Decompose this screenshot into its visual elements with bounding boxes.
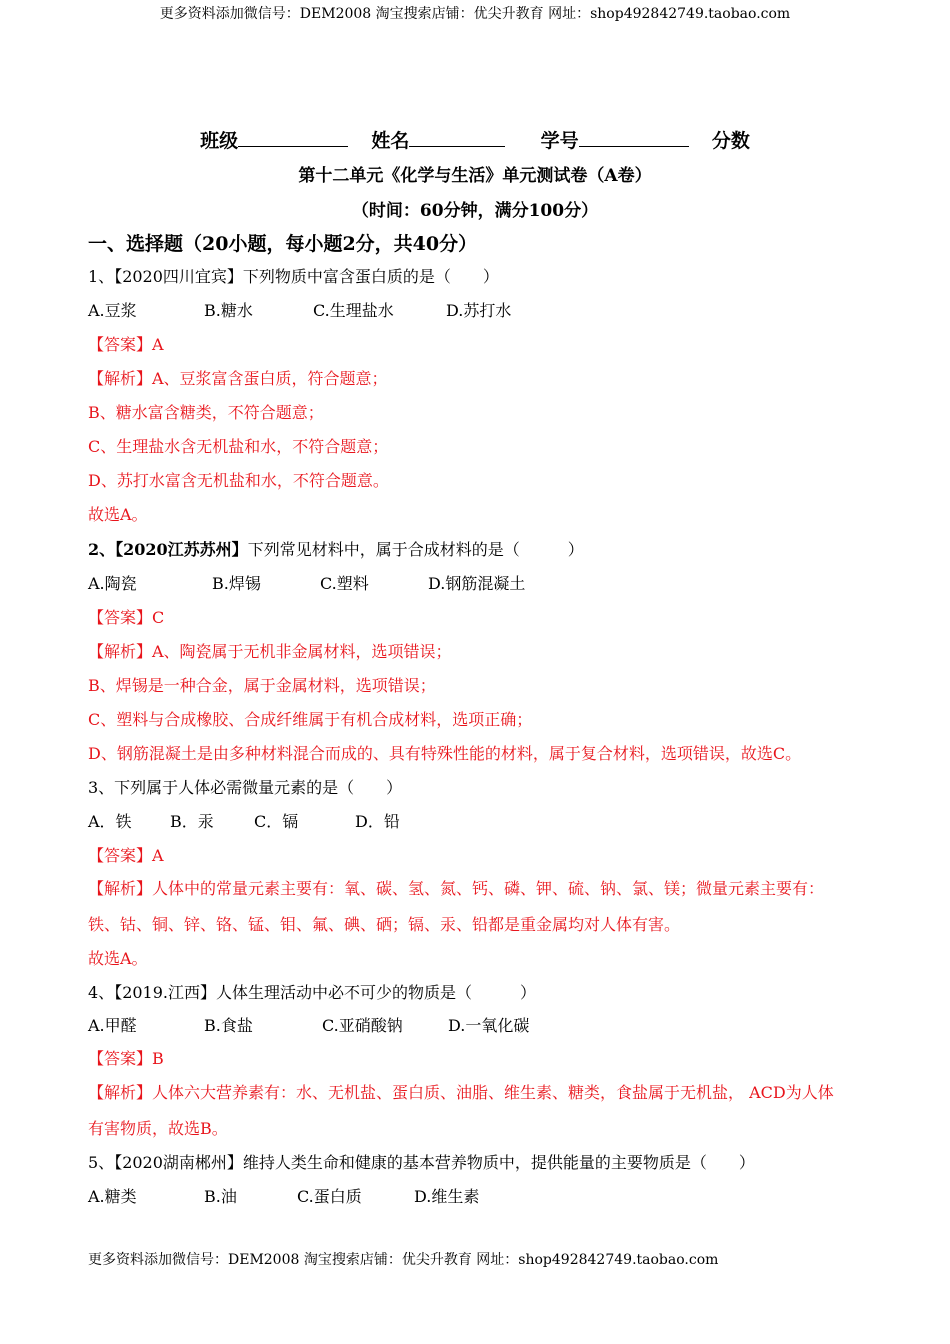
q2-option-c: C.塑料 xyxy=(320,574,369,593)
class-blank xyxy=(238,128,348,147)
q3-answer: 【答案】A xyxy=(88,846,164,865)
student-id-blank xyxy=(579,128,689,147)
q4-option-b: B.食盐 xyxy=(204,1016,253,1035)
q4-options xyxy=(88,1013,529,1036)
q4-option-d: D.一氧化碳 xyxy=(448,1016,530,1035)
q3-conclusion: 故选A。 xyxy=(88,949,148,968)
q2-analysis-line: C、塑料与合成橡胶、合成纤维属于有机合成材料，选项正确； xyxy=(88,710,533,729)
q1-option-a: A.豆浆 xyxy=(88,301,137,320)
q3-analysis-line: 【解析】人体中的常量元素主要有：氧、碳、氢、氮、钙、磷、钾、硫、钠、氯、镁；微量元素主要有： xyxy=(88,879,825,898)
q3-option-c: C．镉 xyxy=(254,812,299,831)
q1-analysis-line: C、生理盐水含无机盐和水，不符合题意； xyxy=(88,437,389,456)
q3-option-d: D．铅 xyxy=(355,812,400,831)
question-3: 3、下列属于人体必需微量元素的是（ ） xyxy=(88,778,403,797)
exam-subtitle: （时间：60分钟，满分100分） xyxy=(351,201,599,221)
name-label: 姓名 xyxy=(371,130,410,152)
question-1 xyxy=(88,264,499,287)
q3-option-b: B．汞 xyxy=(170,812,214,831)
question-4 xyxy=(88,980,536,1003)
header-watermark: 更多资料添加微信号：DEM2008 淘宝搜索店铺：优尖升教育 网址：shop492842749.taobao.com xyxy=(159,6,791,22)
q5-option-d: D.维生素 xyxy=(414,1187,480,1206)
name-blank xyxy=(409,128,505,147)
q3-option-a: A．铁 xyxy=(88,812,132,831)
q1-option-b: B.糖水 xyxy=(204,301,253,320)
q5-option-c: C.蛋白质 xyxy=(297,1187,362,1206)
q2-answer: 【答案】C xyxy=(88,608,165,627)
q1-analysis-line: B、糖水富含糖类，不符合题意； xyxy=(88,403,324,422)
q2-stem: 下列常见材料中，属于合成材料的是（ ） xyxy=(247,540,584,559)
q5-stem: 维持人类生命和健康的基本营养物质中，提供能量的主要物质是（ ） xyxy=(242,1153,755,1172)
score-label: 分数 xyxy=(711,130,750,152)
q3-analysis-line: 铁、钴、铜、锌、铬、锰、钼、氟、碘、硒；镉、汞、铅都是重金属均对人体有害。 xyxy=(88,915,681,934)
q4-analysis-line: 有害物质，故选B。 xyxy=(88,1119,228,1138)
q4-number: 4、 xyxy=(88,983,115,1002)
q4-answer: 【答案】B xyxy=(88,1049,164,1068)
q4-source: 【2019.江西】 xyxy=(114,983,216,1002)
q4-option-a: A.甲醛 xyxy=(88,1016,137,1035)
q2-analysis-line: D、钢筋混凝土是由多种材料混合而成的、具有特殊性能的材料，属于复合材料，选项错误，故选C。 xyxy=(88,744,802,763)
q4-stem: 人体生理活动中必不可少的物质是（ ） xyxy=(216,983,537,1002)
q1-conclusion: 故选A。 xyxy=(88,505,148,524)
q2-analysis-line: B、焊锡是一种合金，属于金属材料，选项错误； xyxy=(88,676,436,695)
q2-number: 2、 xyxy=(88,540,116,559)
class-label: 班级 xyxy=(200,130,239,152)
q1-options xyxy=(88,298,511,321)
exam-title: 第十二单元《化学与生活》单元测试卷（A卷） xyxy=(298,166,652,186)
student-info-row xyxy=(0,126,950,153)
q3-options xyxy=(88,809,400,832)
q1-analysis-line: D、苏打水富含无机盐和水，不符合题意。 xyxy=(88,471,389,490)
question-2 xyxy=(88,537,584,560)
footer-watermark: 更多资料添加微信号：DEM2008 淘宝搜索店铺：优尖升教育 网址：shop492842749.taobao.com xyxy=(88,1252,719,1268)
q5-option-b: B.油 xyxy=(204,1187,237,1206)
q2-option-a: A.陶瓷 xyxy=(88,574,137,593)
q2-option-b: B.焊锡 xyxy=(212,574,261,593)
q1-number: 1、 xyxy=(88,267,115,286)
q2-option-d: D.钢筋混凝土 xyxy=(428,574,526,593)
q2-source: 【2020江苏苏州】 xyxy=(115,540,248,559)
q5-number: 5、 xyxy=(88,1153,115,1172)
section-heading: 一、选择题（20小题，每小题2分，共40分） xyxy=(88,233,478,255)
q1-option-c: C.生理盐水 xyxy=(313,301,394,320)
q1-analysis-line: 【解析】A、豆浆富含蛋白质，符合题意； xyxy=(88,369,388,388)
q1-option-d: D.苏打水 xyxy=(446,301,512,320)
question-5 xyxy=(88,1150,755,1173)
q4-analysis-line: 【解析】人体六大营养素有：水、无机盐、蛋白质、油脂、维生素、糖类，食盐属于无机盐， ACD为人体 xyxy=(88,1083,834,1102)
q2-options xyxy=(88,571,525,594)
q4-option-c: C.亚硝酸钠 xyxy=(322,1016,403,1035)
q5-options xyxy=(88,1184,479,1207)
q5-source: 【2020湖南郴州】 xyxy=(114,1153,243,1172)
q2-analysis-line: 【解析】A、陶瓷属于无机非金属材料，选项错误； xyxy=(88,642,452,661)
q5-option-a: A.糖类 xyxy=(88,1187,137,1206)
q1-source: 【2020四川宜宾】 xyxy=(114,267,243,286)
q1-stem: 下列物质中富含蛋白质的是（ ） xyxy=(242,267,499,286)
student-id-label: 学号 xyxy=(540,130,579,152)
q1-answer: 【答案】A xyxy=(88,335,164,354)
